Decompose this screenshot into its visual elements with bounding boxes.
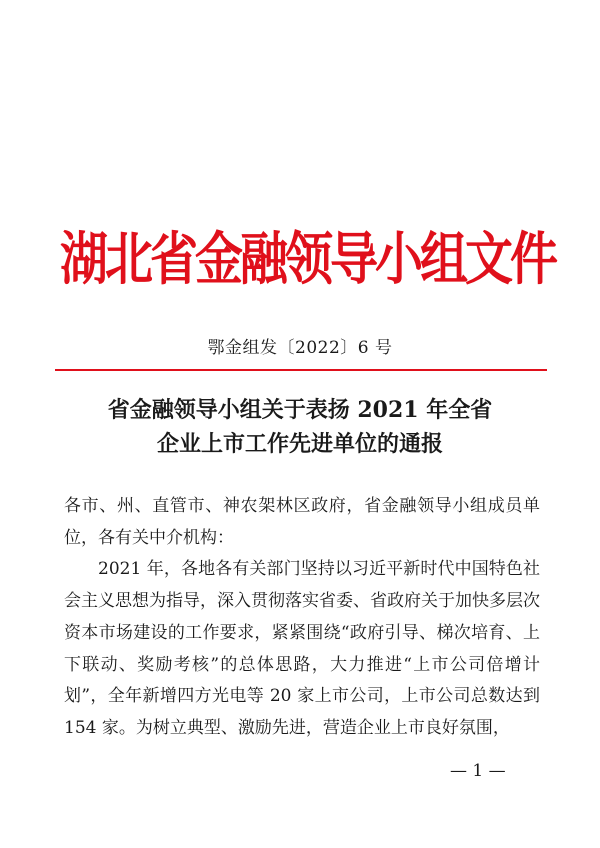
notice-title-line-2: 企业上市工作先进单位的通报 — [156, 431, 443, 457]
body-paragraph-1: 2021 年，各地各有关部门坚持以习近平新时代中国特色社会主义思想为指导，深入贯彻落实省委、省政府关于加快多层次资本市场建设的工作要求，紧紧围绕“政府引导、梯次培育、上下联动、奖励考核”的总体思路，大力推进“上市公司倍增计划”，全年新增四方光电等 20 家上市公司，上市公司总数达到 154 家。为树立典型、激励先进，营造企业上市良好氛围， — [64, 559, 540, 738]
document-body — [64, 491, 540, 745]
document-header-title: 湖北省金融领导小组文件 — [60, 226, 556, 293]
salutation-paragraph: 各市、州、直管市、神农架林区政府，省金融领导小组成员单位，各有关中介机构： — [64, 496, 540, 548]
document-number: 鄂金组发〔2022〕6 号 — [207, 338, 393, 358]
red-separator-line — [55, 369, 547, 371]
notice-title-line-1: 省金融领导小组关于表扬 2021 年全省 — [107, 397, 493, 423]
notice-title — [40, 393, 560, 461]
page-number: — 1 — — [450, 761, 506, 781]
